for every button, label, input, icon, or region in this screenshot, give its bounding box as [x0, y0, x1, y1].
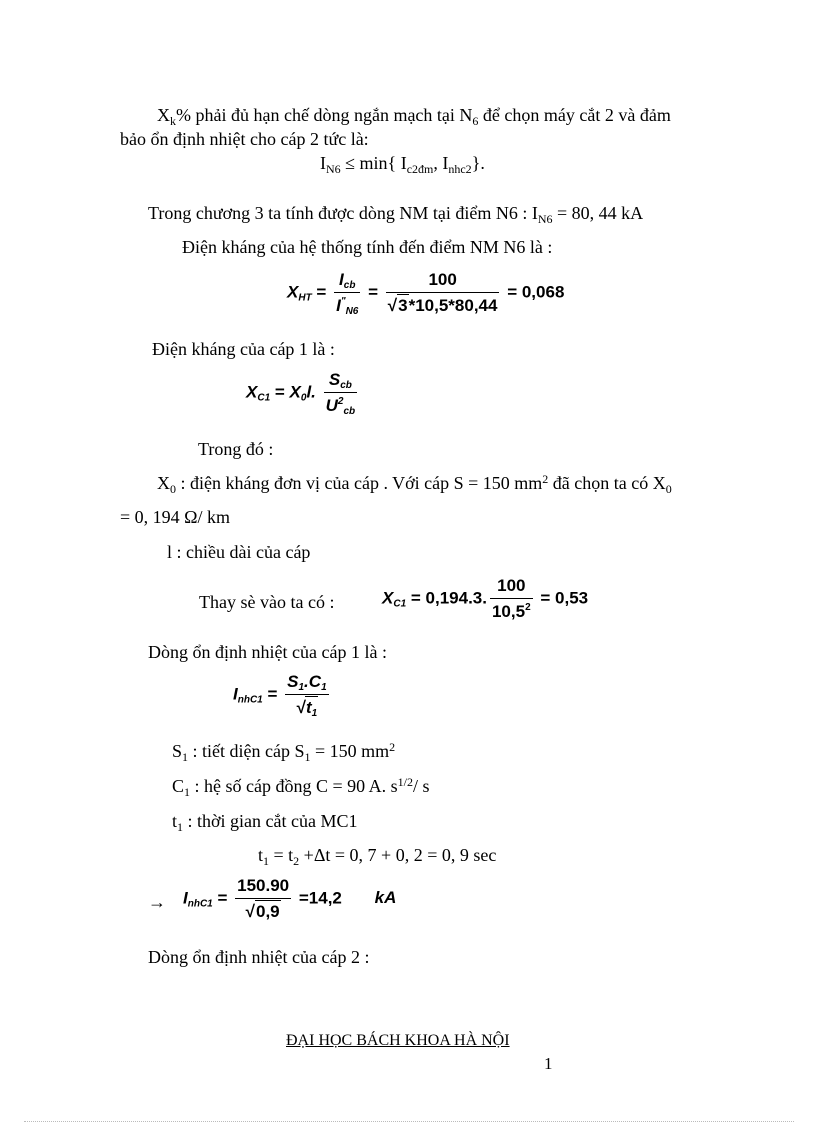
paragraph-line: Điện kháng của hệ thống tính đến điểm NM N6 là :	[182, 237, 553, 257]
paragraph-line: bảo ổn định nhiệt cho cáp 2 tức là:	[120, 129, 369, 149]
arrow-icon: →	[148, 892, 166, 912]
equation-xc1: $X_{C1} = X_0l$. $\frac{S_{cb}}{U^2_{cb}}$	[246, 370, 356, 417]
paragraph-line: Điện kháng của cáp 1 là :	[152, 339, 335, 359]
sqrt-symbol: √	[387, 296, 398, 315]
fraction: $\frac{S_{cb}}{U^2_{cb}}$	[325, 370, 356, 417]
paragraph-line: Thay sè vào ta có :	[199, 592, 335, 612]
equation-substitute: $X_{C1} = 0,194.3$. $\frac{100}{10,5^2}$ = 0,53	[382, 576, 589, 621]
paragraph-line: Trong đó :	[198, 439, 274, 459]
fraction: $\frac{100}{10,5^2}$	[491, 576, 531, 621]
fraction: $\frac{150.90}{√0,9}$	[237, 876, 290, 921]
paragraph-line: $S_1$ : tiết diện cáp $S_1 = 150$ $mm^2$	[172, 740, 396, 764]
paragraph-line: Trong chương 3 ta tính được dòng NM tại điểm N6 : $I_{N6} = 80$, 44 kA	[148, 203, 644, 226]
paragraph-line: $t_1 = t_2 +\Delta t = 0$, 7 + 0, 2 = 0, 9 sec	[258, 845, 497, 868]
fraction: $\frac{I_{cb}}{I^"_{N6}}$	[336, 270, 359, 317]
paragraph-line: $X_k\%$ phải đủ hạn chế dòng ngắn mạch tại $N_6$ để chọn máy cắt 2 và đảm	[157, 105, 671, 128]
page-number: 1	[544, 1054, 553, 1073]
paragraph-line: l : chiều dài của cáp	[167, 542, 311, 562]
paragraph-line: $t_1$ : thời gian cắt của MC1	[172, 811, 358, 834]
fraction: $\frac{100}{√3*10,5*80,44}$	[387, 270, 498, 315]
divider	[24, 1121, 794, 1122]
fraction: $\frac{S_1.C_1}{√t_1}$	[287, 672, 327, 719]
equation-inh: $I_{nhC1}$ = $\frac{S_1.C_1}{√t_1}$	[233, 672, 327, 719]
paragraph-line: Dòng ổn định nhiệt của cáp 1 là :	[148, 642, 387, 662]
paragraph-line: $C_1$ : hệ số cáp đồng C = 90 A. $s^{1/2}/$ s	[172, 775, 430, 799]
equation-xht: $X_{HT}$ = $\frac{I_{cb}}{I^"_{N6}}$ = $\frac{100}{√3*10,5*80,44}$ = 0,068	[287, 270, 565, 317]
paragraph-line: = 0, 194 Ω/ km	[120, 507, 231, 527]
sqrt-symbol: √	[245, 902, 255, 921]
condition-formula: $I_{N6} \le \min${ $I_{c2đm}$, $I_{nhc2}$}.	[320, 153, 485, 176]
equation-result: $I_{nhC1}$ = $\frac{150.90}{√0,9}$ =14,2 kA	[183, 876, 397, 921]
page-footer: ĐẠI HỌC BÁCH KHOA HÀ NỘI	[286, 1032, 510, 1049]
paragraph-line: $X_0$ : điện kháng đơn vị của cáp . Với cáp S = 150 $mm^2$ đã chọn ta có $X_0$	[157, 472, 672, 496]
sqrt-symbol: √	[295, 698, 305, 717]
paragraph-line: Dòng ổn định nhiệt của cáp 2 :	[148, 947, 370, 967]
